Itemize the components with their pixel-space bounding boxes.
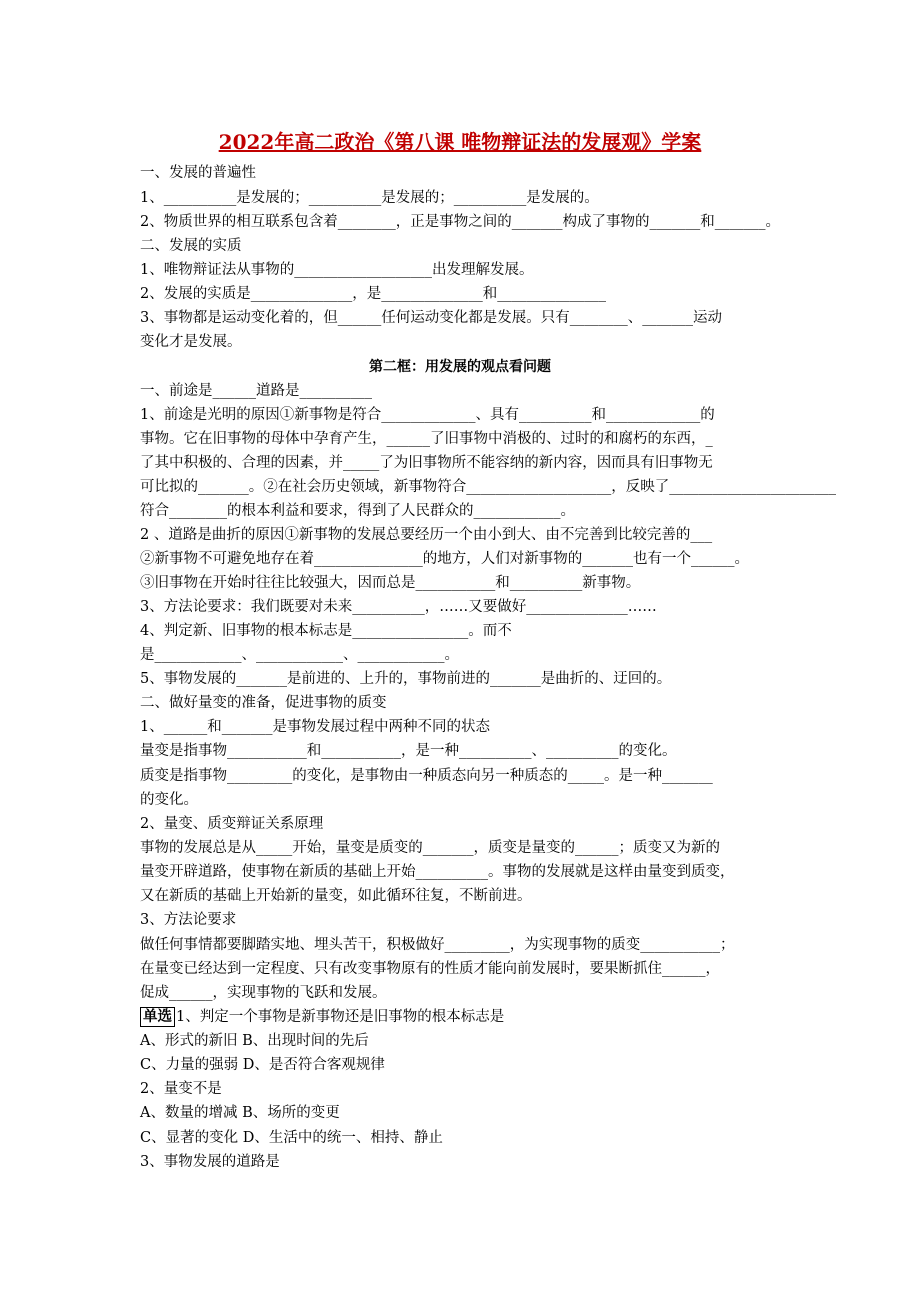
question-line xyxy=(140,1007,504,1027)
section-heading: 二、发展的实质 xyxy=(140,238,242,254)
document-title: 2022年高二政治《第八课 唯物辩证法的发展观》学案 xyxy=(218,130,702,154)
text-line: 了其中积极的、合理的因素，并_____了为旧事物所不能容纳的新内容，因而具有旧事物无 xyxy=(140,455,713,471)
subheading: 第二框：用发展的观点看问题 xyxy=(369,359,551,375)
answer-options: A、形式的新旧 B、出现时间的先后 xyxy=(140,1033,369,1049)
text-line: 事物。它在旧事物的母体中孕育产生，______了旧事物中消极的、过时的和腐朽的东西，_ xyxy=(140,431,713,447)
text-line: 量变是指事物___________和___________，是一种__________、__________的变化。 xyxy=(140,743,677,759)
text-line: 3、方法论要求：我们既要对未来__________，……又要做好______________…… xyxy=(140,599,657,615)
text-line: 4、判定新、旧事物的根本标志是________________。而不 xyxy=(140,623,512,639)
text-line: 2、量变、质变辩证关系原理 xyxy=(140,816,324,832)
text-line: 2、物质世界的相互联系包含着________，正是事物之间的_______构成了事物的_______和_______。 xyxy=(140,214,780,230)
text-line: 3、事物都是运动变化着的，但______任何运动变化都是发展。只有________、_______运动 xyxy=(140,310,722,326)
answer-options: A、数量的增减 B、场所的变更 xyxy=(140,1105,340,1121)
text-line: 1、__________是发展的；__________是发展的；__________是发展的。 xyxy=(140,190,599,206)
text-line: 1、前途是光明的原因①新事物是符合_____________、具有__________和_____________的 xyxy=(140,407,715,423)
answer-options: C、显著的变化 D、生活中的统一、相持、静止 xyxy=(140,1130,443,1146)
text-line: ③旧事物在开始时往往比较强大，因而总是___________和__________新事物。 xyxy=(140,575,641,591)
text-line: ②新事物不可避免地存在着_______________的地方，人们对新事物的_______也有一个______。 xyxy=(140,551,749,567)
text-line: 1、______和_______是事物发展过程中两种不同的状态 xyxy=(140,719,490,735)
question-text: 1、判定一个事物是新事物还是旧事物的根本标志是 xyxy=(176,1009,505,1025)
text-line: 量变开辟道路，使事物在新质的基础上开始__________。事物的发展就是这样由量变到质变， xyxy=(140,864,735,880)
text-line: 事物的发展总是从_____开始，量变是质变的_______，质变是量变的______；质变又为新的 xyxy=(140,840,720,856)
text-line: 可比拟的_______。②在社会历史领域，新事物符合____________________，反映了_______________________ xyxy=(140,479,836,495)
text-line: 质变是指事物_________的变化，是事物由一种质态向另一种质态的_____。是一种_______ xyxy=(140,768,713,784)
text-line: 5、事物发展的_______是前进的、上升的，事物前进的_______是曲折的、迂回的。 xyxy=(140,671,672,687)
question-line: 2、量变不是 xyxy=(140,1081,222,1097)
text-line: 2、发展的实质是______________，是______________和_______________ xyxy=(140,286,606,302)
section-heading: 一、前途是______道路是__________ xyxy=(140,383,372,399)
text-line: 做任何事情都要脚踏实地、埋头苦干，积极做好_________，为实现事物的质变___________； xyxy=(140,937,735,953)
section-heading: 二、做好量变的准备，促进事物的质变 xyxy=(140,695,387,711)
text-line: 符合________的根本利益和要求，得到了人民群众的____________。 xyxy=(140,503,575,519)
text-line: 是____________、____________、____________。 xyxy=(140,647,459,663)
text-line: 变化才是发展。 xyxy=(140,334,242,350)
question-line: 3、事物发展的道路是 xyxy=(140,1154,280,1170)
answer-options: C、力量的强弱 D、是否符合客观规律 xyxy=(140,1057,385,1073)
section-heading: 一、发展的普遍性 xyxy=(140,165,256,181)
text-line: 又在新质的基础上开始新的量变，如此循环往复，不断前进。 xyxy=(140,888,532,904)
text-line: 在量变已经达到一定程度、只有改变事物原有的性质才能向前发展时，要果断抓住______， xyxy=(140,961,720,977)
text-line: 1、唯物辩证法从事物的___________________出发理解发展。 xyxy=(140,262,534,278)
single-choice-label: 单选 xyxy=(140,1007,175,1027)
text-line: 促成______，实现事物的飞跃和发展。 xyxy=(140,985,387,1001)
text-line: 的变化。 xyxy=(140,792,198,808)
text-line: 3、方法论要求 xyxy=(140,912,237,928)
text-line: 2 、道路是曲折的原因①新事物的发展总要经历一个由小到大、由不完善到比较完善的___ xyxy=(140,527,713,543)
